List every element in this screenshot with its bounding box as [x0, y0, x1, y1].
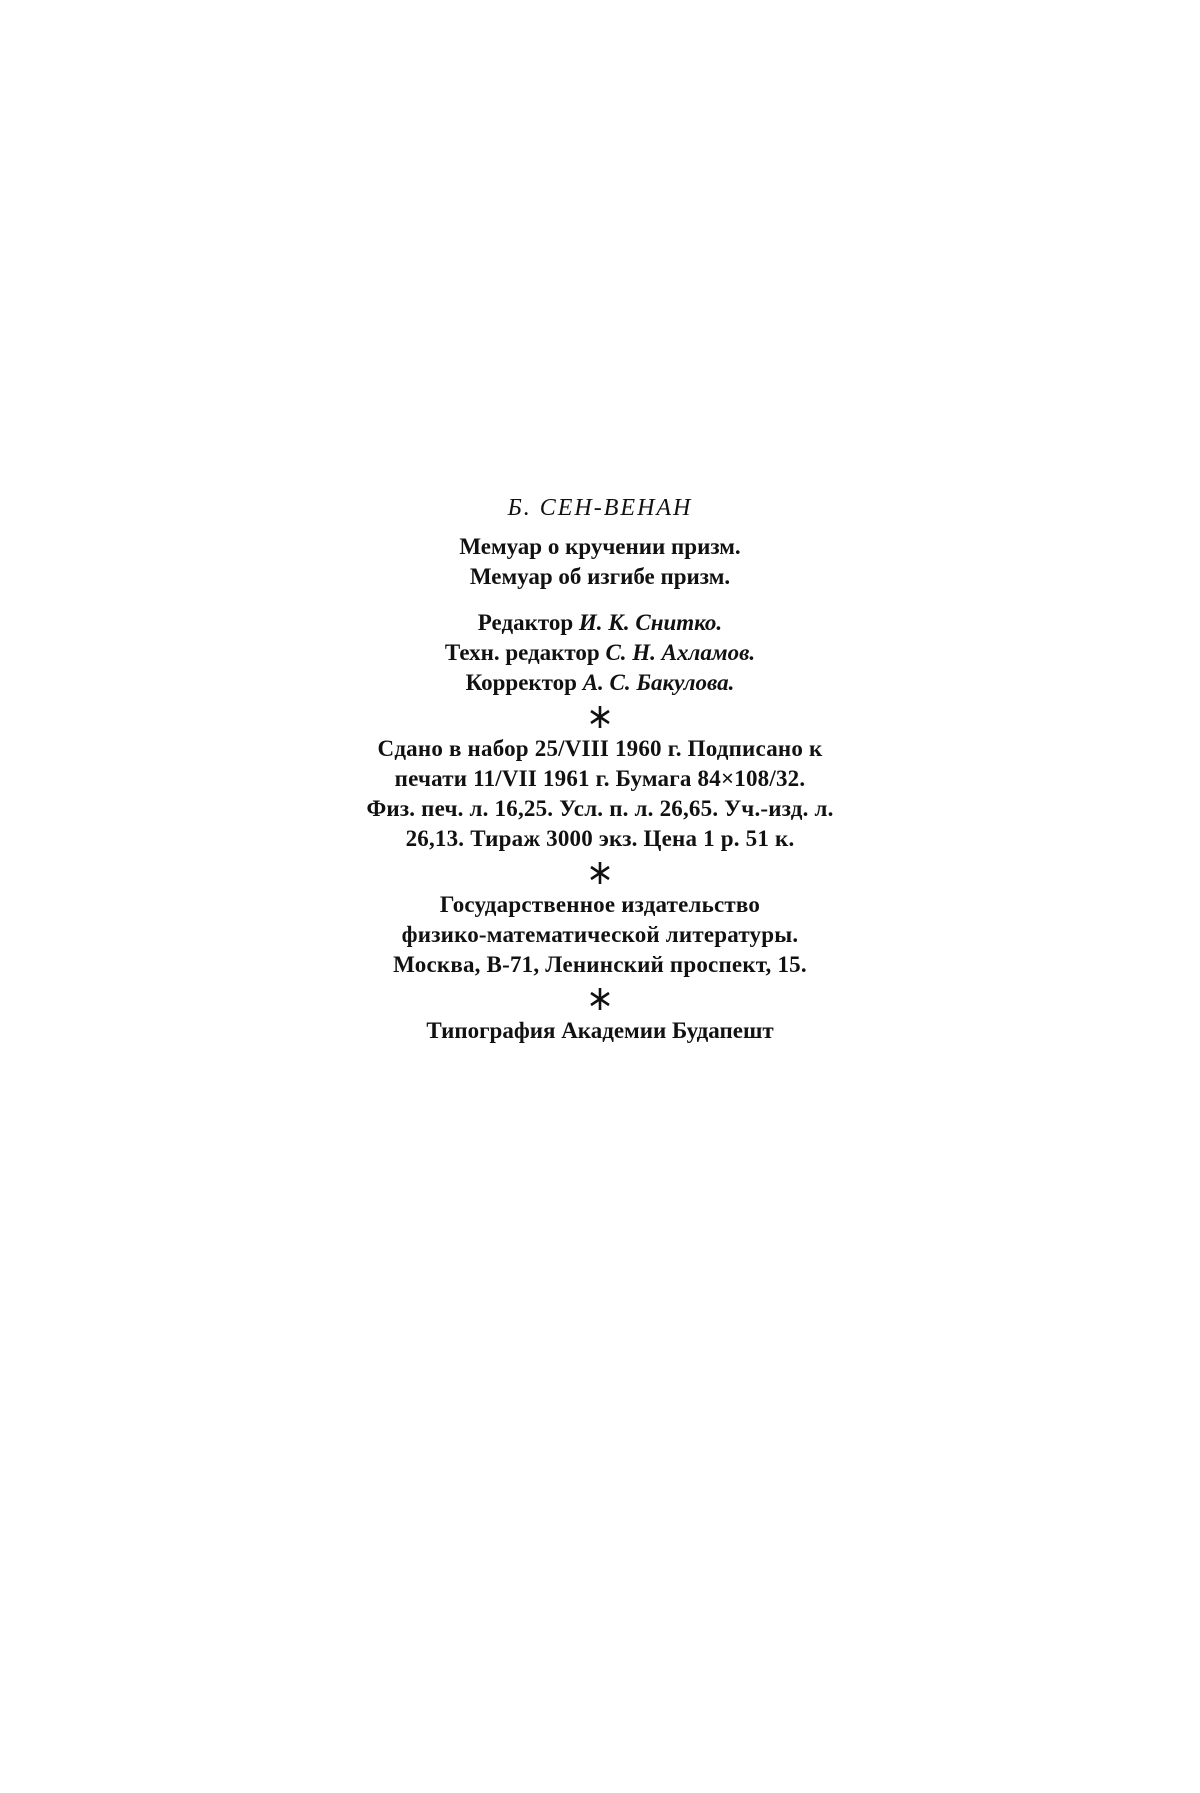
credit-role: Редактор — [477, 610, 574, 635]
asterisk-separator-icon — [589, 986, 611, 1012]
author-name: Б. СЕН-ВЕНАН — [507, 495, 693, 521]
work-titles — [330, 532, 870, 592]
colophon-block — [330, 493, 870, 1046]
asterisk-separator-icon — [589, 704, 611, 730]
title-line: Мемуар об изгибе призм. — [469, 564, 731, 589]
printing-house: Типография Академии Будапешт — [426, 1018, 774, 1043]
printing-info — [330, 734, 870, 854]
credits — [330, 608, 870, 698]
credit-proofreader — [330, 668, 870, 698]
credit-name: И. К. Снитко. — [578, 610, 723, 635]
credit-role: Корректор — [465, 670, 577, 695]
title-line: Мемуар о кручении призм. — [459, 534, 741, 559]
printing-info-line: 26,13. Тираж 3000 экз. Цена 1 р. 51 к. — [405, 826, 795, 851]
credit-editor — [330, 608, 870, 638]
publisher-line: Москва, В-71, Ленинский проспект, 15. — [393, 952, 807, 977]
credit-name: С. Н. Ахламов. — [605, 640, 756, 665]
printing-info-line: Сдано в набор 25/VIII 1960 г. Подписано к — [377, 736, 823, 761]
credit-role: Техн. редактор — [444, 640, 600, 665]
publisher-line: Государственное издательство — [439, 892, 761, 917]
printing-info-line: Физ. печ. л. 16,25. Усл. п. л. 26,65. Уч.-изд. л. — [366, 796, 834, 821]
credit-tech-editor — [330, 638, 870, 668]
printing-info-line: печати 11/VII 1961 г. Бумага 84×108/32. — [394, 766, 806, 791]
credit-name: А. С. Бакулова. — [582, 670, 735, 695]
publisher-line: физико-математической литературы. — [401, 922, 799, 947]
asterisk-separator-icon — [589, 860, 611, 886]
publisher-info — [330, 890, 870, 980]
